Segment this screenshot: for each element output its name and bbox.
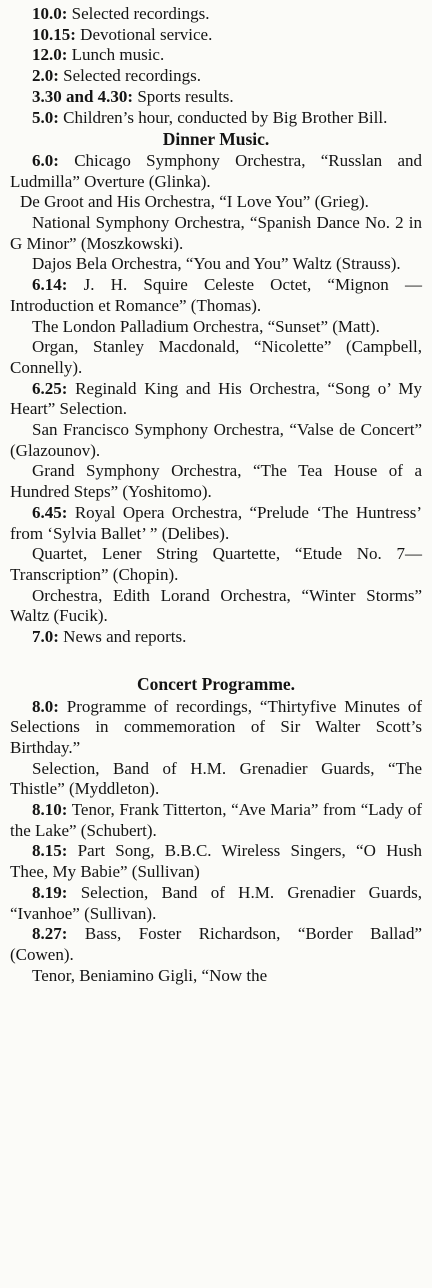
list-item <box>10 66 422 87</box>
time-label: 8.15: <box>32 841 68 861</box>
section-heading-concert: Concert Programme. <box>136 673 296 694</box>
item-text: De Groot and His Orchestra, “I Love You” (Grieg). <box>20 192 369 212</box>
item-text: J. H. Squire Celeste Octet, “Mignon — Introduction et Romance” (Thomas). <box>10 275 422 315</box>
list-item <box>10 108 422 129</box>
item-text: Bass, Foster Richardson, “Border Ballad” (Cowen). <box>10 924 422 964</box>
time-label: 2.0: <box>32 66 59 86</box>
list-item <box>10 275 422 316</box>
item-text: Part Song, B.B.C. Wireless Singers, “O Hush Thee, My Babie” (Sullivan) <box>10 841 422 882</box>
list-item <box>10 924 422 965</box>
list-item <box>10 759 422 800</box>
item-text: The London Palladium Orchestra, “Sunset” (Matt). <box>32 316 380 336</box>
list-item <box>10 25 422 46</box>
list-item <box>10 87 422 108</box>
list-item <box>10 503 422 544</box>
list-item <box>10 883 422 924</box>
list-item <box>10 317 422 338</box>
list-item <box>10 151 422 192</box>
time-label: 8.0: <box>32 696 59 716</box>
item-text: Selection, Band of H.M. Grenadier Guards, “The Thistle” (Myddleton). <box>10 758 422 799</box>
item-text: News and reports. <box>58 627 187 647</box>
item-text: Organ, Stanley Macdonald, “Nicolette” (Campbell, Connelly). <box>10 337 422 377</box>
list-item <box>10 213 422 254</box>
item-text: Grand Symphony Orchestra, “The Tea House of a Hundred Steps” (Yoshitomo). <box>10 461 422 502</box>
time-label: 6.14: <box>32 275 68 295</box>
list-item <box>10 45 422 66</box>
section-gap <box>10 648 422 670</box>
list-item <box>10 586 422 627</box>
time-label: 5.0: <box>32 107 59 127</box>
list-item <box>10 379 422 420</box>
item-text: Sports results. <box>133 86 234 106</box>
item-text: Tenor, Beniamino Gigli, “Now the <box>32 965 268 985</box>
time-label: 3.30 and 4.30: <box>32 86 134 106</box>
item-text: Devotional service. <box>75 24 213 44</box>
item-text: Quartet, Lener String Quartette, “Etude No. 7—Transcription” (Chopin). <box>10 544 422 584</box>
item-text: Programme of recordings, “Thirtyfive Minutes of Selections in commemoration of Sir Walter Scott’s Birthday.” <box>10 696 422 757</box>
item-text: Selected recordings. <box>58 66 202 86</box>
item-text: Children’s hour, conducted by Big Brother Bill. <box>58 107 388 127</box>
list-item <box>10 254 422 275</box>
item-text: Chicago Symphony Orchestra, “Russlan and Ludmilla” Overture (Glinka). <box>10 150 422 191</box>
item-text: San Francisco Symphony Orchestra, “Valse de Concert” (Glazounov). <box>10 420 422 460</box>
time-label: 8.10: <box>32 800 68 820</box>
item-text: National Symphony Orchestra, “Spanish Dance No. 2 in G Minor” (Moszkowski). <box>10 213 422 253</box>
list-item <box>10 4 422 25</box>
item-text: Dajos Bela Orchestra, “You and You” Waltz (Strauss). <box>32 254 401 274</box>
list-item <box>10 627 422 648</box>
time-label: 10.0: <box>32 4 68 23</box>
list-item <box>10 544 422 585</box>
time-label: 12.0: <box>32 45 68 65</box>
list-item <box>10 192 422 213</box>
item-text: Selected recordings. <box>67 4 210 23</box>
list-item <box>10 800 422 841</box>
time-label: 6.25: <box>32 378 68 398</box>
item-text: Lunch music. <box>67 45 165 65</box>
time-label: 8.27: <box>32 924 68 944</box>
section-heading-dinner: Dinner Music. <box>162 129 270 150</box>
time-label: 7.0: <box>32 627 59 647</box>
list-item <box>10 966 422 987</box>
item-text: Tenor, Frank Titterton, “Ave Maria” from “Lady of the Lake” (Schubert). <box>10 800 422 840</box>
list-item <box>10 841 422 882</box>
item-text: Reginald King and His Orchestra, “Song o’ My Heart” Selection. <box>10 378 422 419</box>
list-item <box>10 337 422 378</box>
time-label: 6.45: <box>32 502 68 522</box>
item-text: Selection, Band of H.M. Grenadier Guards, “Ivanhoe” (Sullivan). <box>10 882 422 923</box>
list-item <box>10 697 422 759</box>
item-text: Royal Opera Orchestra, “Prelude ‘The Huntress’ from ‘Sylvia Ballet’ ” (Delibes). <box>10 502 422 543</box>
list-item <box>10 420 422 461</box>
list-item <box>10 461 422 502</box>
time-label: 10.15: <box>32 24 76 44</box>
item-text: Orchestra, Edith Lorand Orchestra, “Winter Storms” Waltz (Fucik). <box>10 585 422 626</box>
time-label: 8.19: <box>32 882 68 902</box>
time-label: 6.0: <box>32 150 59 170</box>
